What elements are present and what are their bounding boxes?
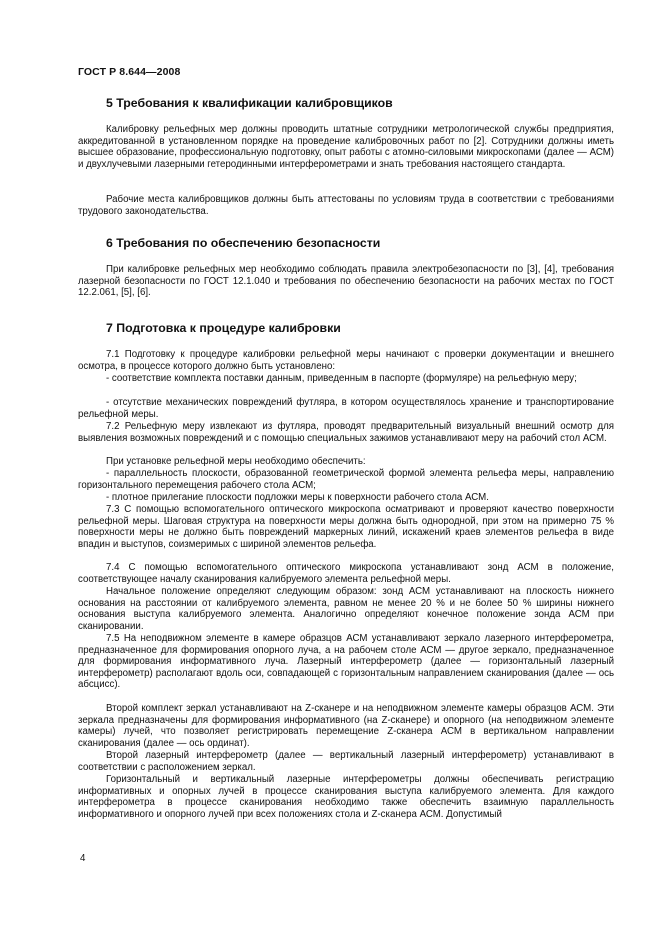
clause-7-2-item-a: - параллельность плоскости, образованной геометрической формой элемента рельефа меры, направлению горизонтального перемещения рабочего стола АСМ; — [78, 468, 614, 491]
clause-7-2-intro: При установке рельефной меры необходимо обеспечить: — [106, 456, 366, 467]
clause-7-2: 7.2 Рельефную меру извлекают из футляра, проводят предварительный визуальный внешний осмотр для выявления возможных повреждений и с помощью специальных зажимов устанавливают меру на рабочий стол АСМ. — [78, 421, 614, 444]
section-7-title: 7 Подготовка к процедуре калибровки — [106, 321, 341, 335]
section-5-title: 5 Требования к квалификации калибровщиков — [106, 96, 393, 110]
clause-7-4-detail: Начальное положение определяют следующим образом: зонд АСМ устанавливают на плоскость нижнего основания на расстоянии от калибруемого элемента, равном не менее 20 % и не более 50 % ширины нижнего основания выступа калибруемого элемента. Аналогично определяют конечное положение зонда АСМ при сканировании. — [78, 586, 614, 632]
clause-7-1-item-a: - соответствие комплекта поставки данным, приведенным в паспорте (формуляре) на рельефную меру; — [106, 373, 577, 384]
section-5-paragraph-2: Рабочие места калибровщиков должны быть аттестованы по условиям труда в соответствии с требованиями трудового законодательства. — [78, 194, 614, 217]
section-6-paragraph-1: При калибровке рельефных мер необходимо соблюдать правила электробезопасности по [3], [4], требования лазерной безопасности по ГОСТ 12.1.040 и требования по обеспечению безопасности на рабочих местах по ГОСТ 12.2.061, [5], [6]. — [78, 264, 614, 299]
clause-7-1: 7.1 Подготовку к процедуре калибровки рельефной меры начинают с проверки документации и внешнего осмотра, в процессе которого должно быть установлено: — [78, 349, 614, 372]
clause-7-4: 7.4 С помощью вспомогательного оптического микроскопа устанавливают зонд АСМ в положение, соответствующее началу сканирования калибруемого элемента рельефной меры. — [78, 562, 614, 585]
standard-header: ГОСТ Р 8.644—2008 — [78, 66, 181, 78]
clause-7-1-item-b: - отсутствие механических повреждений футляра, в котором осуществлялось хранение и транспортирование рельефной меры. — [78, 397, 614, 420]
page-number: 4 — [80, 853, 86, 864]
section-5-paragraph-1: Калибровку рельефных мер должны проводить штатные сотрудники метрологической службы предприятия, аккредитованной в установленном порядке на проведение калибровочных работ по [2]. Сотрудники должны иметь высшее образование, профессиональную подготовку, опыт работы с атомно-силовыми микроскопами (далее — АСМ) и двухлучевыми лазерными гетеродинными интерферометрами и знать требования настоящего стандарта. — [78, 124, 614, 170]
clause-7-3: 7.3 С помощью вспомогательного оптического микроскопа осматривают и проверяют качество поверхности рельефной меры. Шаговая структура на поверхности меры должна быть однородной, при этом на примерно 75 % поверхности меры не должно быть повреждений маркерных линий, искажений краев элементов рельефа в виде впадин и выступов, соизмеримых с шириной элементов рельефа. — [78, 504, 614, 550]
clause-7-2-item-b: - плотное прилегание плоскости подложки меры к поверхности рабочего стола АСМ. — [106, 492, 489, 503]
section-6-title: 6 Требования по обеспечению безопасности — [106, 236, 381, 250]
clause-7-5-second-mirrors: Второй комплект зеркал устанавливают на Z-сканере и на неподвижном элементе камеры образцов АСМ. Эти зеркала предназначены для формирования информативного (на Z-сканере) и опорного (на неподвижном элементе камеры) лучей, что позволяет регистрировать перемещение Z-сканера АСМ в вертикальном направлении сканирования (далее — ось ординат). — [78, 703, 614, 749]
clause-7-5-vertical-interferometer: Второй лазерный интерферометр (далее — вертикальный лазерный интерферометр) устанавливают в соответствии с расположением зеркал. — [78, 750, 614, 773]
clause-7-5: 7.5 На неподвижном элементе в камере образцов АСМ устанавливают зеркало лазерного интерферометра, предназначенное для формирования опорного луча, а на рабочем столе АСМ — другое зеркало, предназначенное для формирования информативного луча. Лазерный интерферометр (далее — горизонтальный лазерный интерферометр) располагают вдоль оси, совпадающей с горизонтальным направлением сканирования (далее — ось абсцисс). — [78, 633, 614, 691]
clause-7-5-requirements: Горизонтальный и вертикальный лазерные интерферометры должны обеспечивать регистрацию информативных и опорных лучей в процессе сканирования выступа калибруемого элемента. Для каждого интерферометра в процессе сканирования необходимо также обеспечить взаимную параллельность информативного и опорного лучей при всех положениях стола и Z-сканера АСМ. Допустимый — [78, 774, 614, 820]
